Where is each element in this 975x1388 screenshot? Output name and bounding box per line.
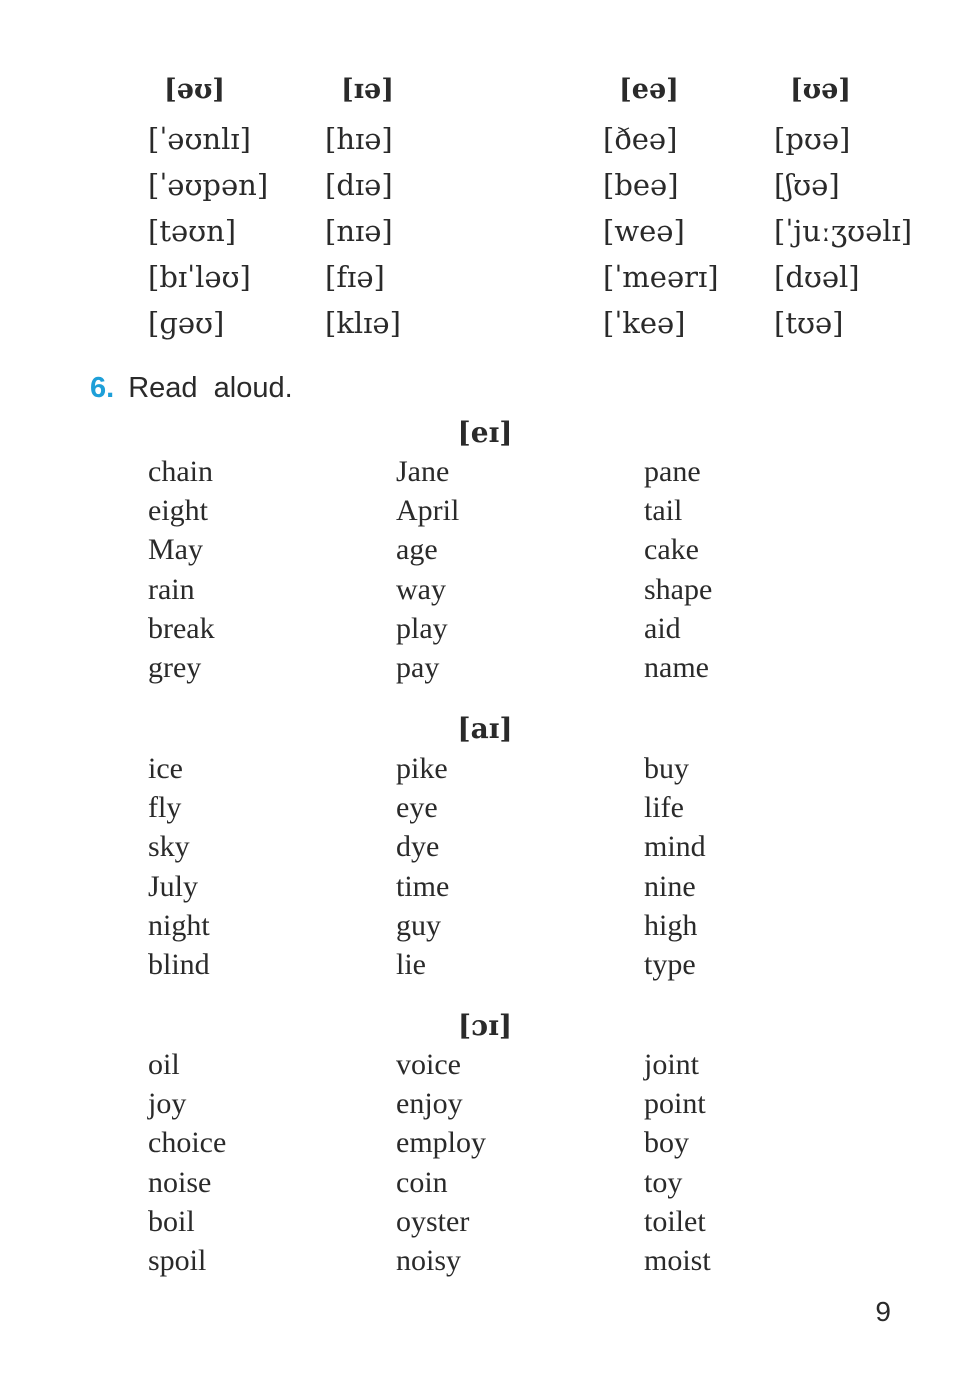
word: aid [644,611,681,645]
ipa-item: [tʊə] [774,306,844,340]
word: eight [148,494,208,528]
word: blind [148,947,210,981]
word: spoil [148,1243,207,1277]
ipa-column [603,72,719,346]
ipa-item: [ˈkeə] [603,306,686,340]
word-column [148,452,215,687]
ipa-item: [ðeə] [603,122,678,156]
word: high [644,908,698,942]
word-column [644,749,706,984]
word-column [396,452,459,687]
word-column [644,1045,711,1280]
word: joint [644,1048,700,1081]
ipa-item: [fɪə] [325,260,385,294]
word: May [148,533,203,567]
ipa-item: [dɪə] [325,168,393,202]
word: oyster [396,1204,470,1238]
sound-group-header: [ɔɪ] [457,1009,513,1042]
word: choice [148,1126,227,1160]
ipa-column-header: [əʊ] [164,74,226,105]
word-column [396,1045,486,1280]
word: joy [148,1087,187,1121]
word: nine [644,869,696,903]
word: noisy [396,1243,462,1277]
word: time [396,869,450,903]
ipa-item: [hɪə] [325,122,393,156]
ipa-item: [ˈəʊnlɪ] [148,122,251,156]
word: April [396,494,460,528]
ipa-item: [təʊn] [148,214,237,248]
word: voice [396,1048,461,1081]
word: noise [148,1165,212,1199]
word: mind [644,830,706,864]
word: cake [644,533,699,567]
word: grey [148,650,202,684]
sound-group-header: [aɪ] [457,712,513,745]
word: break [148,611,215,645]
word: July [148,869,199,903]
word: type [644,947,696,981]
ipa-column-header: [eə] [619,74,679,105]
word: moist [644,1243,711,1277]
word-column [396,749,449,984]
ipa-column [148,72,268,346]
word: shape [644,572,713,606]
page-number: 9 [875,1296,891,1327]
word: coin [396,1165,448,1199]
word-column [644,452,712,687]
word: dye [396,830,440,864]
word: toy [644,1165,683,1199]
ipa-item: [weə] [603,214,685,248]
ipa-item: [beə] [603,168,679,202]
word: rain [148,572,195,606]
word: pike [396,752,448,785]
ipa-column [774,72,912,346]
word: age [396,533,438,567]
word: enjoy [396,1087,463,1121]
exercise-instruction: Read aloud. [128,372,293,404]
word: way [396,572,446,606]
word: employ [396,1126,486,1160]
ipa-item: [ˈmeərɪ] [603,260,719,294]
word: chain [148,455,213,488]
word: life [644,791,684,825]
word: fly [148,791,182,825]
ipa-item: [ɡəʊ] [148,306,225,340]
word: play [396,611,448,645]
sound-group-header: [eɪ] [457,416,513,449]
word: boil [148,1204,195,1238]
word: lie [396,947,426,981]
ipa-item: [klɪə] [325,306,401,340]
word: toilet [644,1204,706,1238]
ipa-item: [nɪə] [325,214,393,248]
word: name [644,650,709,684]
word: buy [644,752,689,785]
word: boy [644,1126,689,1160]
ipa-item: [dʊəl] [774,260,860,294]
exercise-number: 6. [90,372,115,404]
word: pay [396,650,440,684]
ipa-item: [pʊə] [774,122,851,156]
word: pane [644,455,701,488]
ipa-item: [ˈəʊpən] [148,168,269,202]
word: Jane [396,455,450,488]
ipa-item: [ʃʊə] [774,168,840,202]
word: oil [148,1048,180,1081]
word: eye [396,791,438,825]
ipa-item: [bɪˈləʊ] [148,260,251,294]
ipa-column-header: [ʊə] [790,74,852,105]
word-column [148,749,210,984]
exercise-heading [90,368,293,408]
word: night [148,908,210,942]
word: sky [148,830,190,864]
ipa-column [325,72,401,346]
ipa-column-header: [ɪə] [341,74,394,105]
word: tail [644,494,683,528]
word: guy [396,908,441,942]
ipa-item: [ˈjuːʒʊəlɪ] [774,214,913,248]
word: point [644,1087,706,1121]
word: ice [148,752,183,785]
word-column [148,1045,226,1280]
